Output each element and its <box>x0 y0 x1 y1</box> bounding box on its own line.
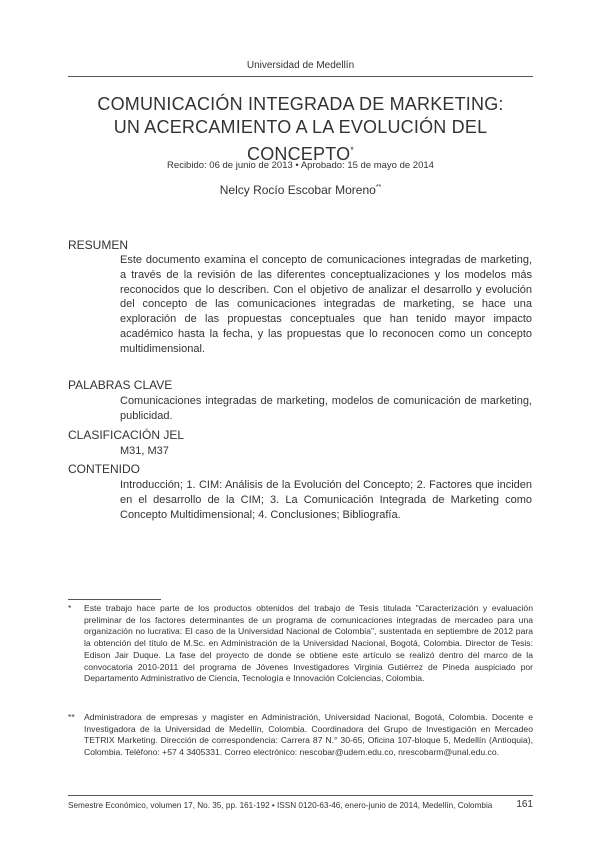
title-line-2 <box>68 116 533 166</box>
author-name-text: Nelcy Rocío Escobar Moreno <box>219 183 376 197</box>
header-rule <box>68 76 533 77</box>
author-name <box>68 183 533 197</box>
contenido-heading: CONTENIDO <box>68 462 140 476</box>
resumen-heading: RESUMEN <box>68 238 129 252</box>
title-line-1: COMUNICACIÓN INTEGRADA DE MARKETING: <box>97 94 504 114</box>
contenido-text: Introducción; 1. CIM: Análisis de la Evolución del Concepto; 2. Factores que inciden en el desarrollo de la CIM; 3. La Comunicación Integrada de Marketing como Concepto Multidimensional; 4. Conclusiones; Bibliografía. <box>120 479 532 521</box>
resumen-text: Este documento examina el concepto de comunicaciones integradas de marketing, a través de la revisión de las diferentes conceptualizaciones y los modelos más reconocidos que lo describen. Con el objetivo de analizar el desarrollo y evolución del concepto de las comunicaciones integradas de marketing, se hace una exploración de las propuestas conceptuales que han tenido mayor impacto académico hasta la fecha, y las propuestas que lo reconocen como un concepto multidimensional. <box>120 254 532 355</box>
author-footnote-mark: ** <box>375 184 382 191</box>
footnote-1-mark: * <box>68 603 72 613</box>
clasificacion-heading: CLASIFICACIÓN JEL <box>68 428 185 442</box>
footnote-2-mark: ** <box>68 712 75 722</box>
article-title <box>68 93 533 166</box>
footnote-1-text: Este trabajo hace parte de los productos obtenidos del trabajo de Tesis titulada "Caracterización y evaluación preliminar de los factores determinantes de un programa de comunicaciones integradas de mercadeo para una organización no lucrativa: El caso de la Universidad Nacional de Colombia", sustentada en septiembre de 2012 para la obtención del título de M.Sc. en Administración de la Universidad Nacional, Bogotá, Colombia. Director de Tesis: Edison Jair Duque. La fase del proyecto de donde se obtiene este artículo se realizó dentro del marco de la convocatoria 2010-2011 del programa de Jóvenes Investigadores Virginia Gutiérrez de Pineda auspiciado por Departamento Administrativo de Ciencia, Tecnología e Innovación Colciencias, Colombia. <box>84 603 533 684</box>
clasificacion-text: M31, M37 <box>120 445 169 457</box>
page-number: 161 <box>516 799 533 810</box>
palabras-clave-text: Comunicaciones integradas de marketing, modelos de comunicación de marketing, publicidad. <box>120 395 532 422</box>
footnote-2-text: Administradora de empresas y magister en Administración, Universidad Nacional, Bogotá, Colombia. Docente e Investigadora de la Universidad de Medellín, Colombia. Coordinadora del Grupo de Investigación en Mercadeo TETRIX Marketing. Dirección de correspondencia: Carrera 87 N.° 30-65, Oficina 107-bloque 5, Medellín (Antioquia), Colombia. Teléfono: +57 4 3405331. Correo electrónico: nescobar@udem.edu.co, nrescobarm@unal.edu.co. <box>84 712 533 758</box>
palabras-clave-heading: PALABRAS CLAVE <box>68 378 173 392</box>
footer-rule <box>68 795 533 796</box>
submission-dates: Recibido: 06 de junio de 2013 • Aprobado: 15 de mayo de 2014 <box>167 160 434 171</box>
running-head: Universidad de Medellín <box>246 60 355 71</box>
journal-citation: Semestre Económico, volumen 17, No. 35, pp. 161-192 • ISSN 0120-63-46, enero-junio de 2014, Medellín, Colombia <box>68 801 493 810</box>
title-footnote-mark: * <box>350 145 354 155</box>
footnote-rule <box>68 599 161 600</box>
title-line-2-text: UN ACERCAMIENTO A LA EVOLUCIÓN DEL CONCEPTO <box>113 117 488 164</box>
